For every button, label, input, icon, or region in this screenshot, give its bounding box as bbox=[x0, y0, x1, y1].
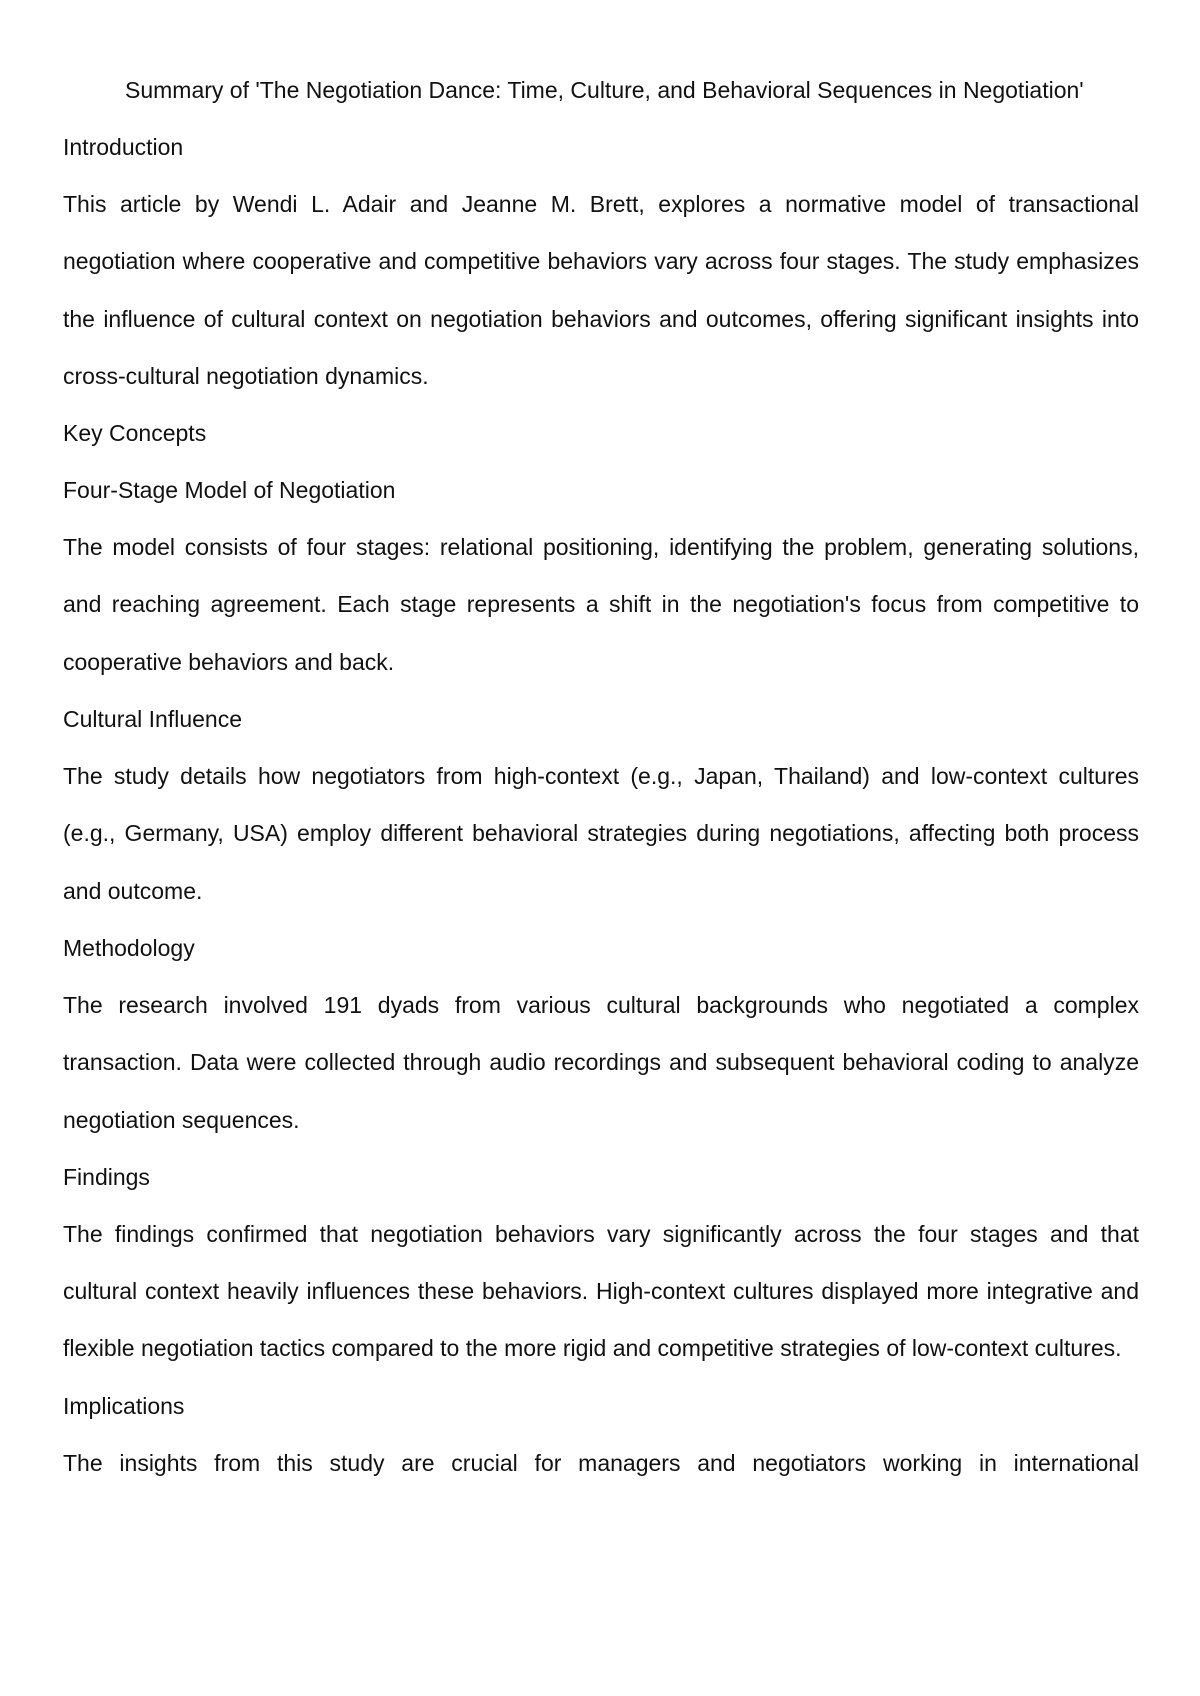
findings-heading: Findings bbox=[63, 1163, 150, 1190]
document-body bbox=[63, 62, 1139, 1492]
cultural-influence-paragraph: The study details how negotiators from high-context (e.g., Japan, Thailand) and low-context cultures (e.g., Germany, USA) employ different behavioral strategies during negotiations, affecting both process and outcome. bbox=[63, 763, 1139, 904]
four-stage-heading: Four-Stage Model of Negotiation bbox=[63, 477, 396, 504]
methodology-heading: Methodology bbox=[63, 934, 195, 961]
key-concepts-heading: Key Concepts bbox=[63, 420, 207, 447]
methodology-paragraph: The research involved 191 dyads from various cultural backgrounds who negotiated a complex transaction. Data were collected through audio recordings and subsequent behavioral coding to analyze negotiation sequences. bbox=[63, 991, 1139, 1133]
implications-paragraph: The insights from this study are crucial for managers and negotiators working in international bbox=[63, 1449, 1139, 1476]
document-title: Summary of 'The Negotiation Dance: Time, Culture, and Behavioral Sequences in Negotiation' bbox=[125, 77, 1084, 103]
introduction-paragraph: This article by Wendi L. Adair and Jeanne M. Brett, explores a normative model of transactional negotiation where cooperative and competitive behaviors vary across four stages. The study emphasizes the influence of cultural context on negotiation behaviors and outcomes, offering significant insights into cross-cultural negotiation dynamics. bbox=[63, 191, 1139, 389]
introduction-heading: Introduction bbox=[63, 134, 184, 160]
implications-heading: Implications bbox=[63, 1392, 185, 1419]
cultural-influence-heading: Cultural Influence bbox=[63, 706, 242, 733]
four-stage-paragraph: The model consists of four stages: relational positioning, identifying the problem, generating solutions, and reaching agreement. Each stage represents a shift in the negotiation's focus from competitive to cooperative behaviors and back. bbox=[63, 534, 1139, 675]
findings-paragraph: The findings confirmed that negotiation behaviors vary significantly across the four stages and that cultural context heavily influences these behaviors. High-context cultures displayed more integrative and flexible negotiation tactics compared to the more rigid and competitive strategies of low-context cultures. bbox=[63, 1220, 1139, 1362]
